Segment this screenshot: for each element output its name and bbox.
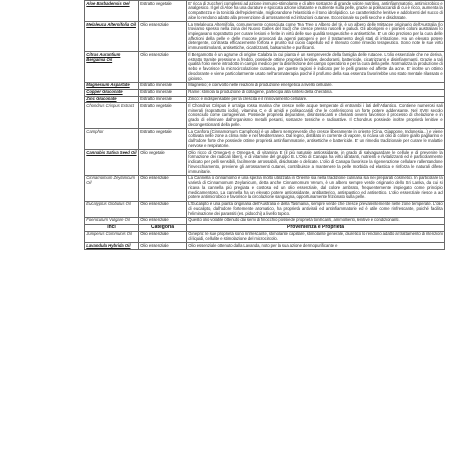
ingredient-category: Olio essenziale [139,231,187,243]
ingredients-table [84,0,445,250]
table-row [85,89,445,96]
table-row [85,96,445,103]
ingredient-description: La Melaleuca Alternifolia, comunemente conosciuta come Tea Tree o Albero del tè, è un albero delle Mirtacee originario dell'Australia (lo troviamo spesso nella zona del Nuovo Galles del Sud) che cresce presso ruscelli e paludi. Gli aborigeni e i pionieri coloni australiani lo impiegavano soprattutto per curare lesioni e ferite in virtù delle sue qualità terapeutiche e antisettiche. E' un olio prezioso per la cura delle affezioni della pelle e delle mucose provocati da agenti patogeni e per il trattamento degli stati di irritazione. Ha un elevato potere detergente, contrasta efficacemente forfora e prurito sul cuoio capelluto ed è ritenuto come rimedio terapeutico. Sono note le sue virtù immunostimolanti, antisettiche, cicatrizzanti, balsamiche e purificanti. [188,21,443,51]
table-row [85,52,445,82]
table-row [85,1,445,22]
ingredient-name: Zinc Gluconate [85,96,139,103]
ingredient-name: Citrus Aurantium Bergamia Oil [85,52,139,82]
ingredient-name: Magnesium Aspartate [85,82,139,89]
ingredients-sheet [84,0,444,250]
ingredient-category: Estratto vegetale [139,103,187,129]
ingredient-category: Estratto vegetale [139,129,187,150]
column-header-category: Categoria [139,224,187,231]
table-row [85,150,445,176]
ingredient-name: Juniperus Communis Oil [85,231,139,243]
column-header-inci: Inci [85,224,139,231]
ingredient-description: L'Eucalipto è una pianta originaria dell'Australia e della Tasmania, sempre verde che cresce prevalentemente nelle zone temperate. L'olio di eucalipto, dall'odore fortemente aromatico, ha proprietà antivirali ed antinfiammatorie ed è utile come rinfrescante, poiché facilita l'eliminazione dei parassiti (es. pidocchi) a livello topico. [188,201,443,216]
ingredient-description: Il Bergamotto è un agrume di origine Calabra la cui pianta è un sempreverde della famiglia delle rutacee. L'olio essenziale che ne deriva, estratto tramite pressione a freddo, possiede ottime proprietà lenitive, deodoranti, battericide, cicatrizzanti e disinfiammanti. Grazie a tali qualità l'olio viene introdotto in campo medico per la disinfezione del campo operatorio e per la cura della pelle. Normalizza la produzione di sebo e favorisce la microcircolazione cutanea, per queste ragioni è indicato per le pelli grasse ed affette da acne. E' inoltre un ottimo deodorante e viene particolarmente usato nell'aromaterapia poiché il profumo della sua essenza favorirebbe uno stato mentale rilassato e gioioso. [188,52,443,81]
table-row [85,82,445,89]
ingredient-name: Cinnamomum Zeylanicum Oil [85,175,139,201]
ingredient-name: Camphor [85,129,139,150]
ingredient-name: Cannabis Sativa Seed Oil [85,150,139,176]
ingredient-name: Copper Gluconate [85,89,139,96]
table-row [85,22,445,52]
table-row [85,129,445,150]
ingredient-description: La Cannella o cinnamomo è una spezia molto utilizzata in Oriente sia nella tradizione culinaria sia nei preparati cosmetici. In particolare la varietà di Cinnamomum Zeylanicum, detta anche Cinnamomum Verum, è un albero sempre verde originario dello Sri Lanka, da cui si ricava la cannella più pregiata e costosa ed un olio essenziale, dal colore ambrato, frequentemente impiegato come principio medicamentoso. La cannella ha un elevato potere antiossidante, antibatterico, antispastico ed antisettico. L'olio essenziale riesce a ad potere antimicrobico e favorisce la circolazione sanguigna, opportunamente frizionato sulla pelle. [188,175,443,200]
ingredient-category: Estratto minerale [139,96,187,103]
table-row [85,103,445,129]
ingredient-name: Chondrus Crispus Extract [85,103,139,129]
ingredient-description: Olio essenziale ottenuto dalla Lavanda, noto per la sua azione dermopurificante e [187,243,445,250]
ingredient-category: Estratto vegetale [139,1,187,22]
ingredient-description: Magnesio; è coinvolto nelle reazioni di produzione energetica a livello cellulare. [187,82,445,89]
ingredient-category: Estratto minerale [139,89,187,96]
ingredient-description: Olio ricco di Omega-6 e Omega-6, di vitamina E (il più naturale antiossidante, in grado di salvaguardare le cellule e di prevenire la formazione dei radicali liberi), e di vitamine del gruppo B. L'Olio di Canapa ha virtù idratanti, nutrienti e rivitalizzanti ed è particolarmente indicato per pelli sensibili, facilmente arrossabili, disidratate o delicate. L'olio di Canapa favorisce la rigenerazione cellulare rallentandone l'invecchiamento, previene gli arrossamenti cutanei, contribuisce a mantenere la pelle morbida ed elastica e rinforza le naturali difese immunitarie. [188,149,443,174]
ingredient-description: Questo olio volatile ottenuto dai semi di finocchio possiede proprietà tonificanti, ammollienti, lenitive e condizionanti. [187,217,445,224]
table-row [85,217,445,224]
ingredient-category: Olio essenziale [139,22,187,52]
ingredient-name: Lavandula Hybrida Oil [85,243,139,250]
ingredient-category: Estratto minerale [139,82,187,89]
table-row [85,231,445,243]
ingredient-name: Foeniculum Vulgare Oil [85,217,139,224]
ingredient-name: Melaleuca Alternifolia Oil [85,22,139,52]
table-row [85,243,445,250]
ingredient-name: Aloe Barbadensis Gel [85,1,139,22]
ingredient-category: Olio essenziale [139,243,187,250]
ingredient-category: Olio essenziale [139,175,187,201]
ingredient-description: La Canfora (Cinnamomum Camphora) è un albero sempreverde che cresce liberamente in oriente (Cina, Giappone, Indonesia...) e viene coltivata nelle zone a clima mite e nel Mediterraneo. Dal legno, distillato in corrente di vapore, si ricava un olio di colore giallo pagliarino e dall'odore forte che possiede ottime proprietà antinfiammatorie, antisettiche e battericide. E' un rimedio tradizionale per curare le malattie nervose e respiratorie. [188,128,443,148]
ingredient-description: Zinco: è indispensabile per la crescita e il rinnovamento cellulare. [187,96,445,103]
ingredient-description: Il Chondrus Crispus è un'alga rossa marina che cresce nelle acque temperate di entrambi i lati dell'Atlantico. Contiene numerosi sali minerali (soprattutto iodio), vitamina C e di amidi e polisaccaridi che le conferiscono un forte potere addensante. Nel XVIII secolo conosciuto come carrageenan. Possiede proprietà depurative, disintossicanti e chelanti ovvero favorisce il processo di chelazione e in grado di eliminare dall'organismo metalli pesanti, sostanze tossiche e radioattive. Il Chondrus possiede inoltre proprietà lenitive e decongestionanti della pelle. [188,103,443,127]
table-row [85,201,445,217]
table-row [85,175,445,201]
ingredient-description: Ginepro: le sue proprietà sono rinfrescante, stimolante capillare, stimolante generale, diuretico lo rendono adatto al trattamento di ritenzioni di liquidi, cellulite e stimolazione del microcircolo. [188,231,443,241]
table-header-row [85,224,445,231]
ingredient-category: Olio vegetale [139,150,187,176]
ingredient-description: Rame: stimola la produzione di collagene, partecipa alla sintesi della cheratina. [187,89,445,96]
ingredient-category: Olio essenziale [139,201,187,217]
ingredient-category: Olio essenziale [139,217,187,224]
ingredient-description: E' ricca di zuccheri complessi ad azione immuno-stimolante e di altre sostanze di grande valore nutritivo, antinfiammatorio, antimicrobico e analgesico. Il gel di Aloe ha una durature e spiccata azione idratante e nutriente sulla pelle, grazie ai polisaccaridi di cui è ricco, aumenta la compattezza e la tonicità dell'epidermide, migliorandone l'elasticità e il tono idrolipidico. Le caratteristiche lenitive e addolcenti del succo di aloe lo rendono adatto alla prevenzione di arrossamenti ed irritazioni cutanee. Eccezionale su pelli secche e disidratate. [188,0,443,20]
ingredient-name: Eucalyptus Globulus Oil [85,201,139,217]
column-header-provenance: Provenienza e Proprietà [187,224,445,231]
ingredient-category: Olio essenziale [139,52,187,82]
